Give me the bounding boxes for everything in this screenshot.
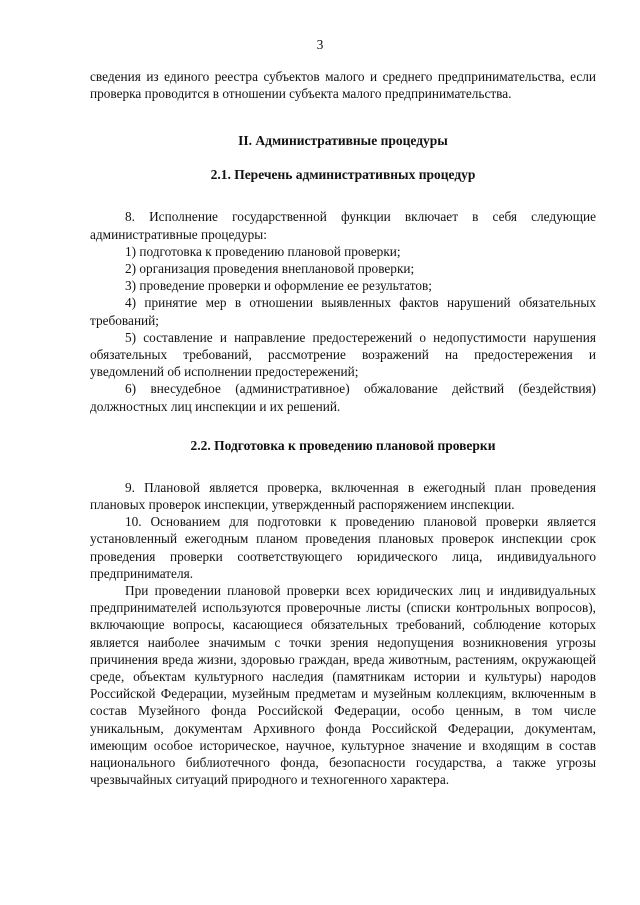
procedure-item: 4) принятие мер в отношении выявленных фактов нарушений обязательных требований; xyxy=(90,295,596,328)
section-title: II. Административные процедуры xyxy=(238,133,448,149)
subsection-title: 2.1. Перечень административных процедур xyxy=(210,167,476,183)
procedure-item: 5) составление и направление предостережений о недопустимости нарушения обязательных требований, рассмотрение возражений на предостережения и уведомлений об исполнении предостережений; xyxy=(90,329,596,380)
procedure-item: 3) проведение проверки и оформление ее результатов; xyxy=(125,278,432,294)
body-paragraph: При проведении плановой проверки всех юридических лиц и индивидуальных предпринимателей используются проверочные листы (списки контрольных вопросов), включающие вопросы, касающиеся обязательных требований, соблюдение которых является наиболее значимым с точки зрения недопущения возникновения угрозы причинения вреда жизни, здоровью граждан, вреда животным, растениям, окружающей среде, объектам культурного наследия (памятникам истории и культуры) народов Российской Федерации, музейным предметам и музейным коллекциям, включенным в состав Музейного фонда Российской Федерации, особо ценным, в том числе уникальным, документам Архивного фонда Российской Федерации, документам, имеющим особое историческое, научное, культурное значение и входящим в состав национального библиотечного фонда, безопасности государства, а также угрозы чрезвычайных ситуаций природного и техногенного характера. xyxy=(90,583,596,788)
document-body xyxy=(90,68,596,789)
procedure-item: 1) подготовка к проведению плановой проверки; xyxy=(125,243,401,259)
procedure-item: 6) внесудебное (административное) обжалование действий (бездействия) должностных лиц инспекции и их решений. xyxy=(90,381,596,414)
intro-paragraph: сведения из единого реестра субъектов малого и среднего предпринимательства, если проверка проводится в отношении субъекта малого предпринимательства. xyxy=(90,69,596,102)
procedure-item: 2) организация проведения внеплановой проверки; xyxy=(125,261,415,277)
body-paragraph: 9. Плановой является проверка, включенная в ежегодный план проведения плановых проверок инспекции, утвержденный распоряжением инспекции. xyxy=(90,479,596,513)
subsection-title: 2.2. Подготовка к проведению плановой проверки xyxy=(190,437,496,453)
page-number: 3 xyxy=(316,37,324,52)
procedures-lead-paragraph: 8. Исполнение государственной функции включает в себя следующие административные процедуры: xyxy=(90,209,596,242)
body-paragraph: 10. Основанием для подготовки к проведению плановой проверки является установленный ежегодным планом проведения плановых проверок инспекции срок проведения проверки соответствующего юридического лица, индивидуального предпринимателя. xyxy=(90,514,596,581)
